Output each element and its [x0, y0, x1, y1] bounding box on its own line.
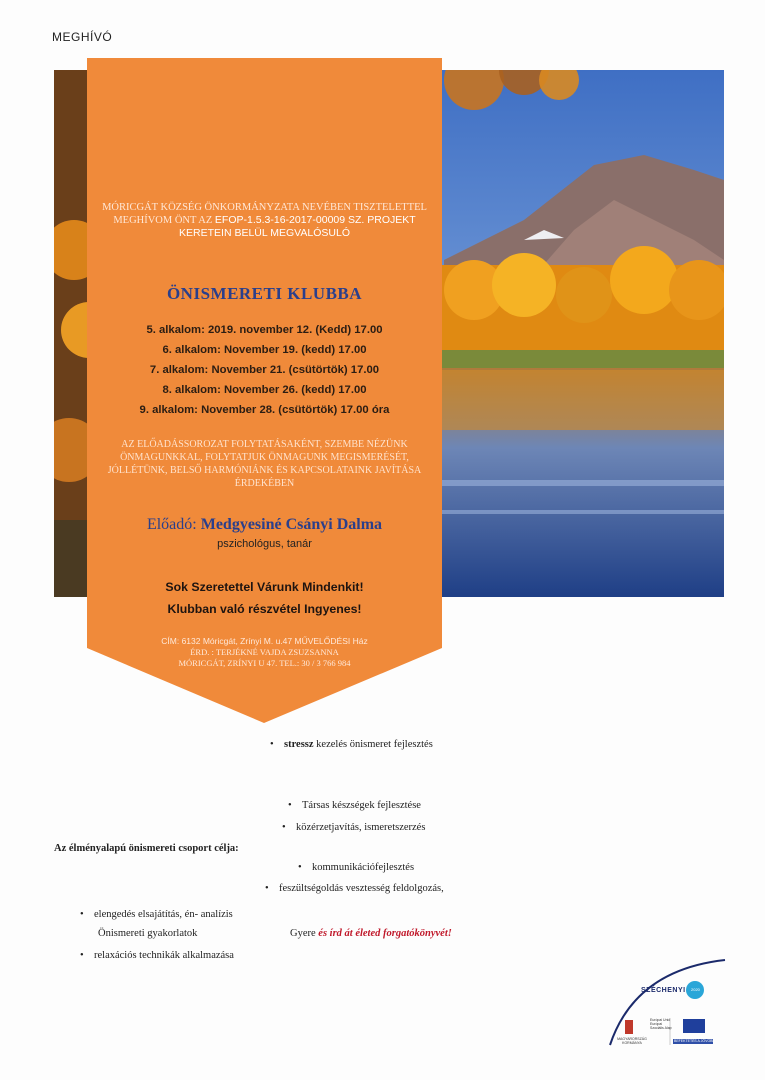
- session-item: 6. alkalom: November 19. (kedd) 17.00: [162, 344, 367, 356]
- address-block: [87, 636, 442, 669]
- tension-text: feszültségoldás vesztesség feldolgozás,: [279, 883, 444, 894]
- bullet-social: [288, 800, 421, 811]
- come-line: [290, 928, 452, 939]
- bullet-tension: [265, 883, 444, 894]
- bullet-stress: [270, 739, 433, 750]
- bullet-icon: •: [265, 883, 269, 894]
- bullet-icon: •: [270, 739, 274, 750]
- session-item: 9. alkalom: November 28. (csütörtök) 17.00 óra: [139, 404, 390, 416]
- come-red: és írd át életed forgatókönyvét!: [318, 928, 452, 939]
- session-item: 8. alkalom: November 26. (kedd) 17.00: [162, 384, 367, 396]
- goal-heading: Az élményalapú önismereti csoport célja:: [54, 843, 239, 854]
- logo-year: 2020: [691, 987, 700, 992]
- address-line-3: MÓRICGÁT, ZRÍNYI U 47. TEL.: 30 / 3 766 984: [178, 658, 351, 668]
- stress-bold: stressz: [284, 739, 314, 750]
- szechenyi-text: SZÉCHENYI: [641, 987, 686, 994]
- gov-text: MAGYARORSZÁG KORMÁNYA: [617, 1037, 647, 1045]
- bullet-icon: •: [288, 800, 292, 811]
- session-item: 5. alkalom: 2019. november 12. (Kedd) 17.00: [146, 324, 383, 336]
- communication-text: kommunikációfejlesztés: [312, 862, 415, 873]
- session-list: [87, 320, 442, 420]
- intro-project: EFOP-1.5.3-16-2017-00009 SZ. PROJEKT KERETEIN BELÜL MEGVALÓSULÓ: [179, 214, 416, 239]
- stress-rest: kezelés önismeret fejlesztés: [316, 739, 433, 750]
- eu-text: Európai Unió Európai Szociális Alap: [650, 1018, 672, 1030]
- bullet-release: [80, 909, 233, 920]
- bullet-icon: •: [298, 862, 302, 873]
- bullet-wellbeing: [282, 822, 425, 833]
- szechenyi-logo: [605, 950, 735, 1055]
- session-item: 7. alkalom: November 21. (csütörtök) 17.00: [149, 364, 380, 376]
- presenter-name: Medgyesiné Csányi Dalma: [200, 516, 383, 533]
- address-line-1: CÍM: 6132 Móricgát, Zrínyi M. u.47 MŰVELŐDÉSI Ház: [161, 636, 368, 646]
- invitation-banner: [87, 58, 442, 723]
- aim-text: AZ ELŐADÁSSOROZAT FOLYTATÁSAKÉNT, SZEMBE NÉZÜNK ÖNMAGUNKKAL, FOLYTATJUK ÖNMAGUNK MEGISMERÉSÉT, JÓLLÉTÜNK, BELSŐ HARMÓNIÁNK ÉS KAPCSOLATAINK JAVÍTÁSA ÉRDEKÉBEN: [107, 439, 422, 489]
- club-title: ÖNISMERETI KLUBBA: [166, 284, 363, 303]
- bullet-relax: [80, 950, 234, 961]
- bullet-communication: [298, 862, 414, 873]
- closing-text: [87, 576, 442, 620]
- exercises-text: Önismereti gyakorlatok: [98, 928, 198, 939]
- bullet-icon: •: [80, 950, 84, 961]
- presenter-line: [87, 516, 442, 534]
- presenter-label: Előadó:: [146, 516, 197, 533]
- closing-line-2: Klubban való részvétel Ingyenes!: [167, 602, 362, 616]
- come-plain: Gyere: [290, 928, 316, 939]
- exercises-line: [98, 928, 197, 939]
- closing-line-1: Sok Szeretettel Várunk Mindenkit!: [165, 580, 364, 594]
- bullet-icon: •: [282, 822, 286, 833]
- relax-text: relaxációs technikák alkalmazása: [94, 950, 234, 961]
- slogan-text: BEFEKTETÉS A JÖVŐBE: [674, 1039, 715, 1043]
- release-text: elengedés elsajátítás, én- analízis: [94, 909, 233, 920]
- wellbeing-text: közérzetjavítás, ismeretszerzés: [296, 822, 426, 833]
- bullet-icon: •: [80, 909, 84, 920]
- social-text: Társas készségek fejlesztése: [302, 800, 421, 811]
- presenter-role: pszichológus, tanár: [217, 538, 312, 550]
- address-line-2: ÉRD. : TERJÉKNÉ VAJDA ZSUZSANNA: [190, 647, 339, 657]
- intro-serif: MÓRICGÁT KÖZSÉG ÖNKORMÁNYZATA NEVÉBEN TISZTELETTEL MEGHÍVOM ÖNT AZ: [102, 202, 427, 226]
- page-header: MEGHÍVÓ: [52, 30, 113, 44]
- intro-text: [99, 201, 430, 240]
